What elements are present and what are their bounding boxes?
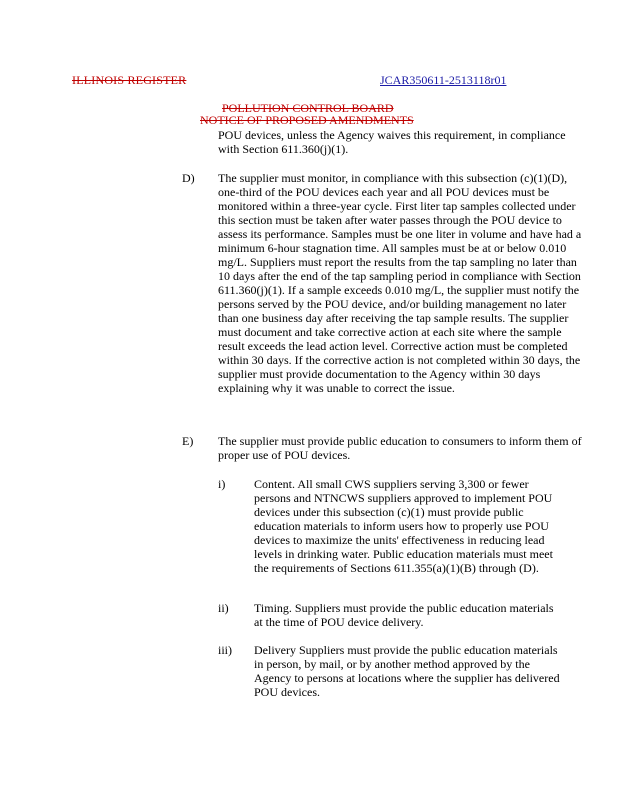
subitem-text-ii: Timing. Suppliers must provide the public education materials at the time of POU device delivery. bbox=[254, 601, 554, 629]
item-label-d: D) bbox=[182, 171, 195, 185]
board-title: POLLUTION CONTROL BOARD bbox=[222, 101, 394, 115]
continuation-paragraph: POU devices, unless the Agency waives this requirement, in compliance with Section 611.360(j)(1). bbox=[218, 128, 566, 156]
item-label-e: E) bbox=[182, 434, 194, 448]
item-text-e: The supplier must provide public education to consumers to inform them of proper use of POU devices. bbox=[218, 434, 582, 462]
subitem-text-i: Content. All small CWS suppliers serving 3,300 or fewer persons and NTNCWS suppliers approved to implement POU devices under this subsection (c)(1) must provide public education materials to inform users how to properly use POU devices to maximize the units' effectiveness in reducing lead levels in drinking water. Public education materials must meet the requirements of Sections 611.355(a)(1)(B) through (D). bbox=[254, 477, 553, 575]
notice-title: NOTICE OF PROPOSED AMENDMENTS bbox=[200, 113, 414, 127]
subitem-label-ii: ii) bbox=[218, 601, 229, 615]
subitem-text-iii: Delivery Suppliers must provide the public education materials in person, by mail, or by another method approved by the Agency to persons at locations where the supplier has delivered POU devices. bbox=[254, 643, 560, 699]
jcar-code: JCAR350611-2513118r01 bbox=[380, 73, 507, 87]
item-text-d: The supplier must monitor, in compliance with this subsection (c)(1)(D), one-third of the POU devices each year and all POU devices must be monitored within a three-year cycle. First liter tap samples collected under this section must be taken after water passes through the POU device to assess its performance. Samples must be one liter in volume and have had a minimum 6-hour stagnation time. All samples must be at or below 0.010 mg/L. Suppliers must report the results from the tap sampling no later than 10 days after the end of the tap sampling period in compliance with Section 611.360(j)(1). If a sample exceeds 0.010 mg/L, the supplier must notify the persons served by the POU device, and/or building management no later than one business day after receiving the tap sample results. The supplier must document and take corrective action at each site where the sample result exceeds the lead action level. Corrective action must be completed within 30 days. If the corrective action is not completed within 30 days, the supplier must provide documentation to the Agency within 30 days explaining why it was unable to correct the issue. bbox=[218, 171, 582, 395]
register-header: ILLINOIS REGISTER bbox=[72, 73, 187, 87]
subitem-label-iii: iii) bbox=[218, 643, 232, 657]
subitem-label-i: i) bbox=[218, 477, 226, 491]
